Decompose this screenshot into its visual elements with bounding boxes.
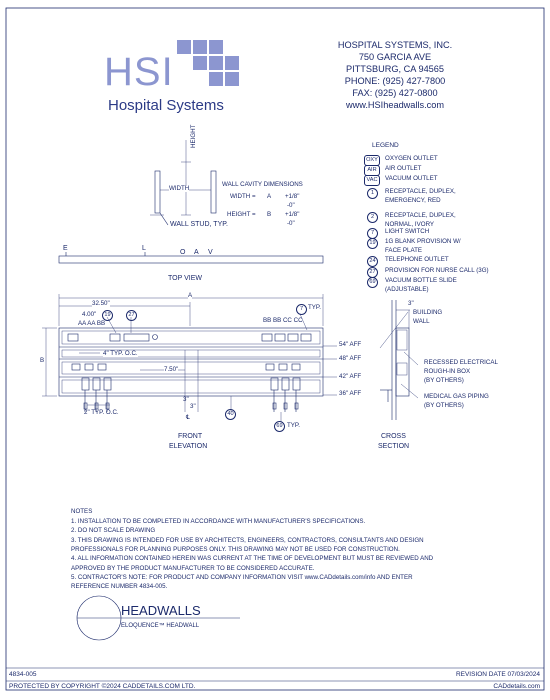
height-word: HEIGHT [190, 124, 197, 148]
dim-4-00: 4.00" [82, 311, 97, 318]
note-line: 4. ALL INFORMATION CONTAINED HEREIN WAS CURRENT AT THE TIME OF DEVELOPMENT BUT MUST BE REVIEWED AND [71, 555, 434, 563]
gas-label-2: (BY OTHERS) [424, 402, 464, 409]
top-view-marker-o: O [180, 249, 186, 256]
note-line: PROFESSIONALS FOR PLANNING PURPOSES ONLY. THIS DRAWING MAY NOT BE USED FOR CONSTRUCTION. [71, 545, 400, 553]
company-website-link[interactable]: www.HSIheadwalls.com [345, 100, 445, 110]
callout-27: 27 [126, 310, 137, 321]
width-var: A [267, 193, 272, 200]
aff-54: 54" AFF [339, 341, 362, 348]
top-view-marker-v: V [208, 249, 213, 256]
recessed-label-1: RECESSED ELECTRICAL [424, 359, 498, 366]
callout-7-typ: TYP. [308, 304, 321, 311]
callout-19: 19 [102, 310, 113, 321]
legend-text: OXYGEN OUTLET [385, 155, 438, 162]
legend-text: RECEPTACLE, DUPLEX, [385, 188, 456, 195]
legend-text-line2: FACE PLATE [385, 247, 423, 254]
legend-symbol: AIR [364, 165, 380, 176]
wall-stud-label: WALL STUD, TYP. [170, 221, 228, 228]
top-view-marker-a: A [194, 249, 199, 256]
legend-text: VACUUM BOTTLE SLIDE [385, 277, 457, 284]
company-name: HOSPITAL SYSTEMS, INC. [337, 40, 453, 50]
dim-3-a: 3" [183, 396, 189, 403]
note-line: 2. DO NOT SCALE DRAWING [71, 527, 156, 535]
legend-symbol: 69 [367, 277, 378, 288]
dim-b: B [40, 357, 45, 364]
drawing-title: HEADWALLS [121, 603, 201, 618]
legend-symbol: VAC [364, 175, 380, 186]
legend-symbol: 7 [367, 228, 378, 239]
front-elevation-title-2: ELEVATION [169, 443, 208, 450]
top-view-title: TOP VIEW [168, 275, 202, 282]
gas-label-1: MEDICAL GAS PIPING [424, 393, 489, 400]
centerline-symbol: ℄ [186, 414, 190, 421]
cross-dim-3: 3" [408, 300, 414, 307]
footer-site-link[interactable]: CADdetails.com [493, 683, 540, 690]
wall-label: WALL [413, 318, 430, 325]
legend-symbol: 2 [367, 212, 378, 223]
aff-36: 36" AFF [339, 390, 362, 397]
front-elevation-title-1: FRONT [178, 433, 203, 440]
legend-symbol: 19 [367, 238, 378, 249]
wall-cavity-title: WALL CAVITY DIMENSIONS [222, 181, 303, 188]
note-line: 1. INSTALLATION TO BE COMPLETED IN ACCORDANCE WITH MANUFACTURER'S SPECIFICATIONS. [71, 518, 366, 525]
company-fax: FAX: (925) 427-0800 [352, 88, 438, 98]
dim-a: A [188, 292, 193, 299]
height-var: B [267, 211, 272, 218]
note-line: APPROVED BY THE PRODUCT MANUFACTURER TO BE CONSIDERED ACCURATE. [71, 564, 315, 572]
dim-32-50: 32.50" [92, 300, 110, 307]
height-label: HEIGHT = [227, 211, 256, 218]
footer-ref: 4834-005 [9, 671, 37, 678]
callout-40: 40 [225, 409, 236, 420]
width-tol-minus: -0" [287, 202, 295, 209]
company-address1: 750 GARCIA AVE [358, 52, 432, 62]
legend-text: VACUUM OUTLET [385, 175, 438, 182]
dim-4-typ: 4" TYP. O.C. [103, 350, 138, 357]
building-label: BUILDING [413, 309, 443, 316]
legend-text-line2: (ADJUSTABLE) [385, 286, 429, 293]
notes-title: NOTES [71, 508, 93, 515]
cross-section-title-2: SECTION [378, 443, 410, 450]
logo-mark: HSI [104, 50, 174, 94]
height-tol-minus: -0" [287, 220, 295, 227]
legend-text-line2: EMERGENCY, RED [385, 197, 441, 204]
logo-name: Hospital Systems [108, 97, 224, 114]
legend-text: LIGHT SWITCH [385, 228, 430, 235]
legend-symbol: 27 [367, 267, 378, 278]
top-view-marker-l: L [142, 245, 146, 252]
footer-revision: REVISION DATE 07/03/2024 [455, 671, 540, 678]
height-tol-plus: +1/8" [285, 211, 300, 218]
legend-symbol: OXY [364, 155, 380, 166]
dim-7-50: 7.50" [164, 366, 179, 373]
callout-7: 7 [296, 304, 307, 315]
aff-48: 48" AFF [339, 355, 362, 362]
legend-symbol: 1 [367, 188, 378, 199]
cross-section-title-1: CROSS [381, 433, 406, 440]
callout-69: 69 [274, 421, 285, 432]
legend-text: AIR OUTLET [385, 165, 422, 172]
footer-copyright: PROTECTED BY COPYRIGHT ©2024 CADDETAILS.COM LTD. [9, 683, 196, 690]
note-line: 5. CONTRACTOR'S NOTE: FOR PRODUCT AND COMPANY INFORMATION VISIT www.CADdetails.com/info AND ENTER [71, 573, 413, 581]
recessed-label-3: (BY OTHERS) [424, 377, 464, 384]
recessed-label-2: ROUGH-IN BOX [424, 368, 471, 375]
note-line: REFERENCE NUMBER 4834-005. [71, 583, 168, 591]
legend-text: PROVISION FOR NURSE CALL (3G) [385, 267, 489, 274]
right-outlet-codes: BB BB CC CC [263, 317, 303, 324]
aff-42: 42" AFF [339, 373, 362, 380]
left-outlet-codes: AA AA BB [78, 320, 106, 327]
dim-2-typ: 2" TYP. O.C. [84, 409, 119, 416]
drawing-subtitle: ELOQUENCE™ HEADWALL [121, 623, 200, 629]
company-phone: PHONE: (925) 427-7800 [344, 76, 446, 86]
legend-title: LEGEND [372, 142, 399, 149]
company-address2: PITTSBURG, CA 94565 [345, 64, 445, 74]
dim-3-b: 3" [190, 403, 196, 410]
callout-69-typ: TYP. [287, 422, 300, 429]
note-line: 3. THIS DRAWING IS INTENDED FOR USE BY ARCHITECTS, ENGINEERS, CONTRACTORS, CONSULTANTS AND DESIGN [71, 536, 424, 544]
legend-text: RECEPTACLE, DUPLEX, [385, 212, 456, 219]
width-word: WIDTH [169, 185, 190, 192]
width-tol-plus: +1/8" [285, 193, 300, 200]
legend-text: 1G BLANK PROVISION W/ [385, 238, 461, 245]
legend-text-line2: NORMAL, IVORY [385, 221, 435, 228]
top-view-marker-e: E [63, 245, 68, 252]
width-label: WIDTH = [230, 193, 256, 200]
legend-symbol: 24 [367, 256, 378, 267]
legend-text: TELEPHONE OUTLET [385, 256, 449, 263]
